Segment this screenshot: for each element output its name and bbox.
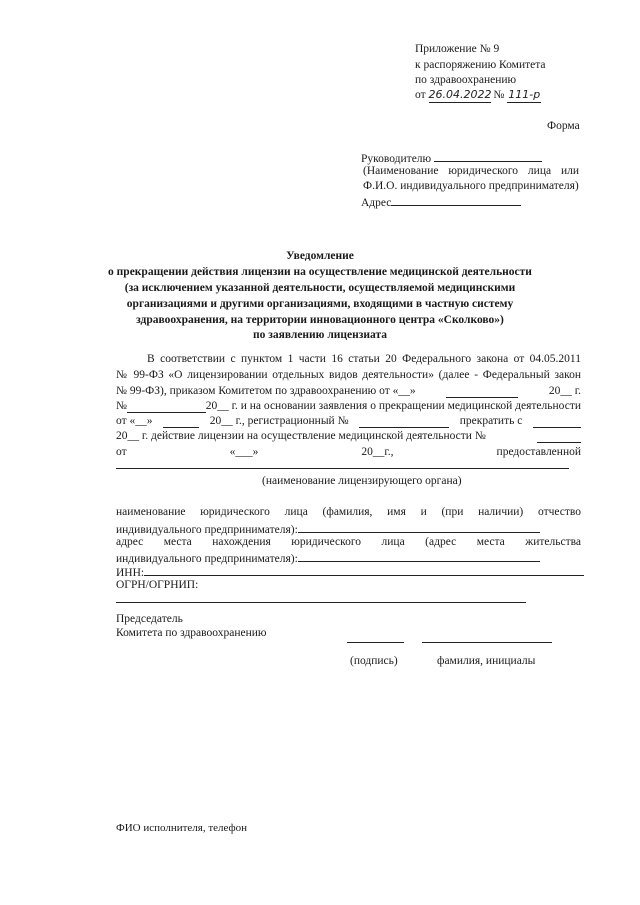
license-number-blank xyxy=(537,431,581,443)
application-date-blank xyxy=(163,416,199,428)
body-line-4: № 20__ г. и на основании заявления о прекращении медицинской деятельности xyxy=(116,400,581,412)
signer-position-2: Комитета по здравоохранению xyxy=(116,627,267,639)
footer-executor: ФИО исполнителя, телефон xyxy=(116,822,248,834)
notice-subtitle-3: организациями и другими организациями, входящими в частную систему xyxy=(126,298,514,310)
addressee-blank xyxy=(434,150,542,162)
form-label: Форма xyxy=(547,120,580,132)
inn-blank xyxy=(144,564,584,576)
name-blank xyxy=(298,521,540,533)
signer-position-1: Председатель xyxy=(116,613,183,625)
appendix-number: Приложение № 9 xyxy=(415,43,500,55)
licensing-organ-line xyxy=(116,468,569,469)
addressee-head: Руководителю xyxy=(361,150,542,166)
appendix-date-prefix: от xyxy=(415,89,426,101)
order-number-blank xyxy=(127,401,206,413)
appendix-no-label: № xyxy=(493,89,505,101)
appendix-committee: по здравоохранению xyxy=(415,74,517,86)
body-line-7: от «___» 20__г., предоставленной xyxy=(116,446,581,458)
field-address-label: адрес места нахождения юридического лица (адрес места жительства xyxy=(116,536,581,548)
body-line-5: от «__» 20__ г., регистрационный № прекратить с xyxy=(116,414,581,429)
addressee-address: Адрес xyxy=(361,194,521,210)
field-inn: ИНН: xyxy=(116,564,584,580)
name-line xyxy=(422,642,552,643)
order-date-blank xyxy=(446,386,518,398)
appendix-order: к распоряжению Комитета xyxy=(415,59,546,71)
addressee-caption-2: Ф.И.О. индивидуального предпринимателя) xyxy=(363,180,579,192)
appendix-date: 26.04.2022 xyxy=(428,88,492,101)
notice-subtitle-2: (за исключением указанной деятельности, осуществляемой медицинскими xyxy=(124,282,516,294)
field-ogrn: ОГРН/ОГРНИП: xyxy=(116,579,199,591)
address-blank xyxy=(391,194,521,206)
field-address-label-2: индивидуального предпринимателя): xyxy=(116,550,540,566)
termination-date-blank xyxy=(533,416,581,428)
licensing-organ-caption: (наименование лицензирующего органа) xyxy=(262,475,462,487)
appendix-date-line xyxy=(415,88,541,103)
signature-caption: (подпись) xyxy=(350,655,398,667)
body-line-1: В соответствии с пунктом 1 части 16 статьи 20 Федерального закона от 04.05.2011 xyxy=(147,353,581,365)
notice-subtitle-1: о прекращении действия лицензии на осуществление медицинской деятельности xyxy=(108,266,532,278)
body-line-2: № 99-ФЗ «О лицензировании отдельных видов деятельности» (далее - Федеральный закон xyxy=(116,369,581,381)
address-value-blank xyxy=(298,550,540,562)
notice-title: Уведомление xyxy=(286,250,354,262)
field-name-label: наименование юридического лица (фамилия, имя и (при наличии) отчество xyxy=(116,506,581,518)
notice-subtitle-4: здравоохранения, на территории инновационного центра «Сколково») xyxy=(136,314,504,326)
notice-subtitle-5: по заявлению лицензиата xyxy=(252,329,388,341)
registration-number-blank xyxy=(359,416,449,428)
appendix-order-number: 111-р xyxy=(508,88,541,101)
name-caption: фамилия, инициалы xyxy=(437,655,536,667)
field-name-label-2: индивидуального предпринимателя): xyxy=(116,521,540,537)
body-line-6: 20__ г. действие лицензии на осуществление медицинской деятельности № xyxy=(116,429,581,444)
signature-line xyxy=(347,642,404,643)
ogrn-line xyxy=(116,602,526,603)
addressee-caption-1: (Наименование юридического лица или xyxy=(363,165,579,177)
body-line-3: № 99-ФЗ), приказом Комитетом по здравоохранению от «__» 20__ г. xyxy=(116,385,581,397)
